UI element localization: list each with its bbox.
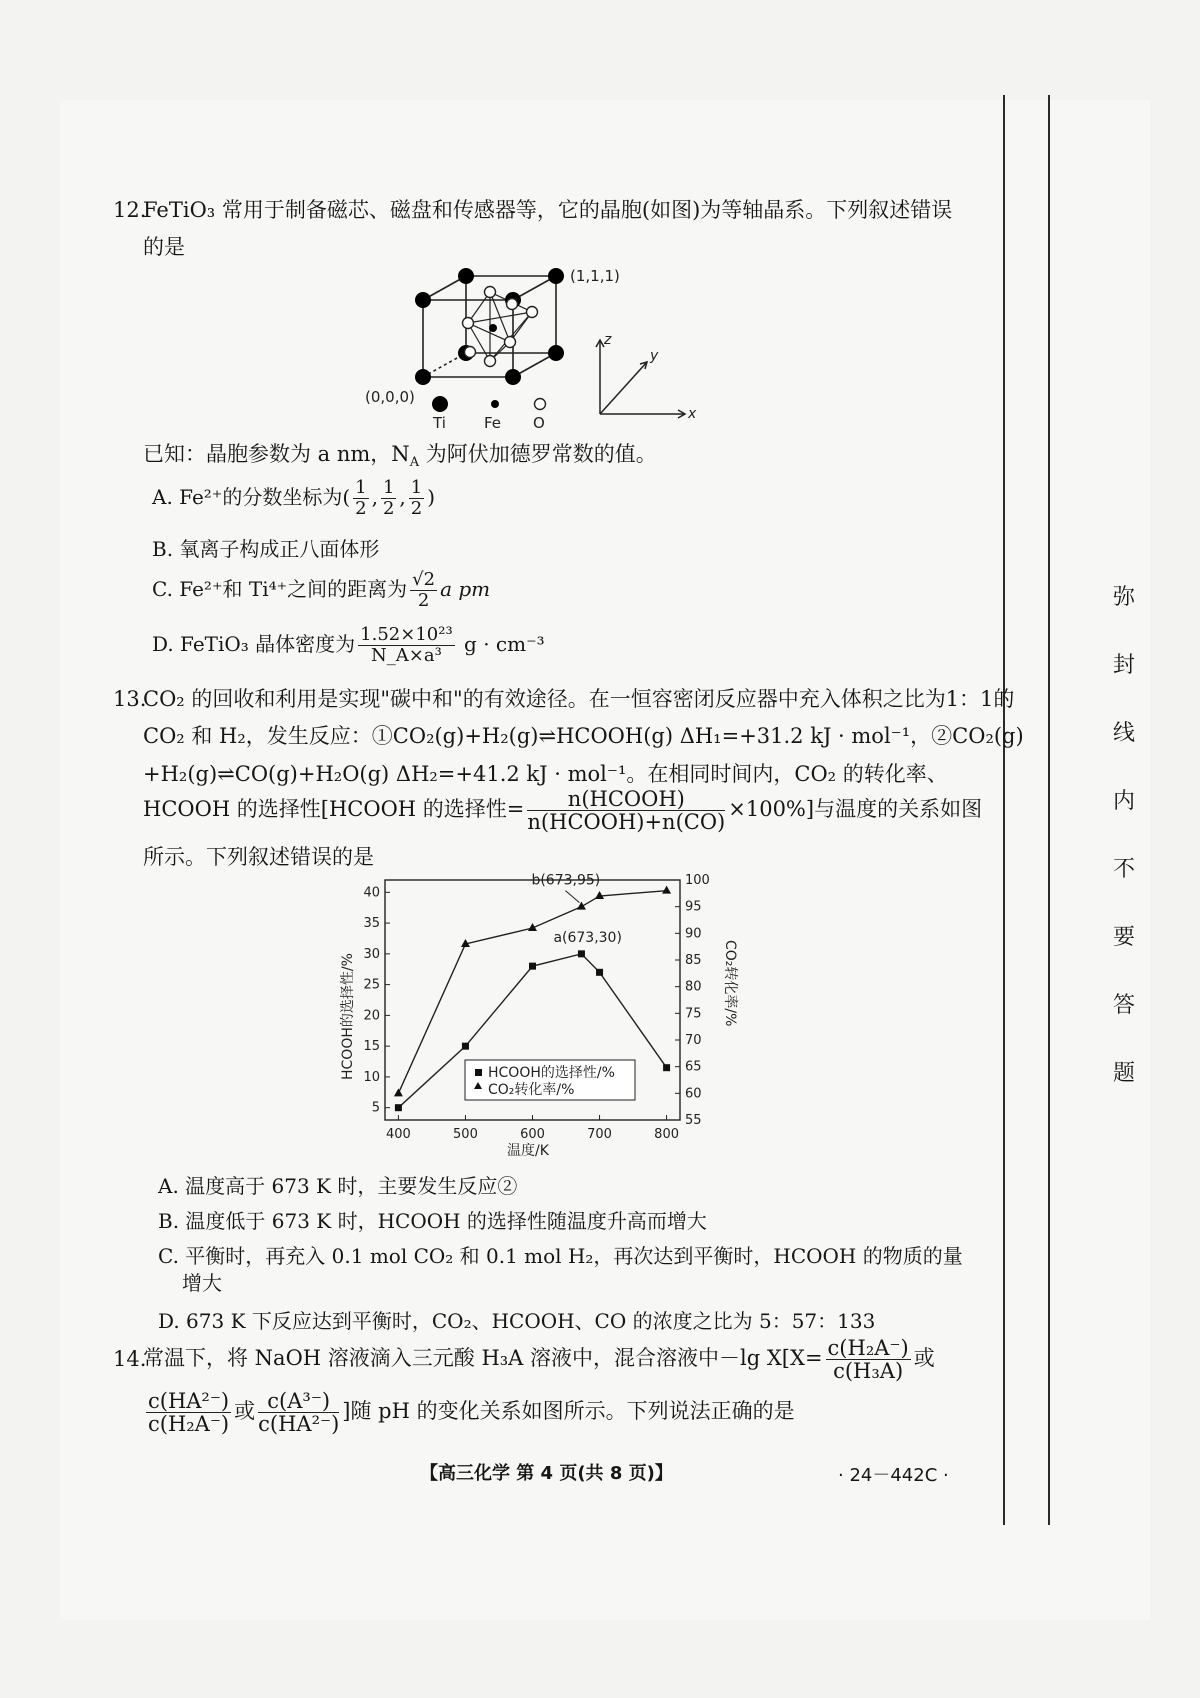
legend-hcooh-label: HCOOH的选择性/%	[488, 1065, 615, 1081]
oxygen-octahedron	[468, 292, 532, 361]
seal-char: 弥	[1113, 585, 1136, 610]
q13-option-c-line2: 增大	[182, 1271, 222, 1295]
y-right-tick-label: 100	[685, 873, 710, 888]
y-right-tick-label: 60	[685, 1086, 702, 1102]
q12-option-d: D. FeTiO₃ 晶体密度为 $\frac{\text{1.52×10²³}}{\text{N\_A×a³}}$ g · cm⁻³	[152, 624, 545, 666]
seal-char: 不	[1113, 857, 1136, 882]
data-point-triangle	[662, 886, 671, 894]
q12-number: 12.	[113, 198, 147, 222]
q12-stem-line1: FeTiO₃ 常用于制备磁芯、磁盘和传感器等，它的晶胞(如图)为等轴晶系。下列叙述错误	[143, 198, 953, 222]
legend-fe-label: Fe	[484, 414, 502, 432]
data-point-triangle	[595, 891, 604, 899]
y-right-tick-label: 65	[685, 1059, 702, 1075]
data-point-triangle	[394, 1088, 403, 1096]
q14-number: 14.	[113, 1347, 147, 1371]
y-right-tick-label: 70	[685, 1033, 702, 1048]
seal-char: 答	[1113, 993, 1136, 1018]
data-point-square	[529, 963, 536, 970]
axis-x-label: x	[688, 406, 697, 422]
y-right-tick-label: 80	[685, 979, 702, 995]
y-left-tick-label: 35	[363, 916, 380, 932]
q13-chart	[330, 870, 750, 1165]
o-atoms	[463, 287, 538, 367]
data-point-triangle	[577, 902, 586, 910]
y-right-tick-label: 75	[685, 1006, 702, 1022]
q12-option-c: C. Fe²⁺和 Ti⁴⁺之间的距离为 $\frac{√2}{2}$ a pm	[152, 569, 491, 611]
coordinate-axes	[596, 340, 685, 418]
seal-char: 题	[1113, 1061, 1136, 1086]
fe-atom	[489, 324, 497, 332]
y-right-tick-label: 55	[685, 1113, 702, 1128]
seal-char: 要	[1113, 925, 1136, 950]
legend-co2-label: CO₂转化率/%	[488, 1082, 575, 1098]
label-000: (0,0,0)	[365, 388, 415, 406]
y-left-tick-label: 10	[363, 1069, 380, 1085]
legend-ti-label: Ti	[433, 414, 446, 432]
legend-o-label: O	[533, 414, 545, 432]
y-right-tick-label: 90	[685, 926, 702, 942]
y-left-tick-label: 25	[363, 977, 380, 993]
x-tick-label: 600	[520, 1127, 545, 1142]
y-left-tick-label: 15	[363, 1039, 380, 1055]
q13-stem-line2: CO₂ 和 H₂，发生反应：①CO₂(g)+H₂(g)⇌HCOOH(g) ΔH₁=+31.2 kJ · mol⁻¹，②CO₂(g)	[143, 724, 1024, 748]
seal-char: 线	[1113, 721, 1136, 746]
label-111: (1,1,1)	[570, 267, 620, 285]
x-tick-label: 400	[385, 1127, 411, 1142]
q13-option-c-line1: C. 平衡时，再充入 0.1 mol CO₂ 和 0.1 mol H₂，再次达到平衡时，HCOOH 的物质的量	[158, 1244, 963, 1268]
q12-option-b: B. 氧离子构成正八面体形	[152, 537, 380, 561]
legend-fe-marker	[491, 400, 499, 408]
y-left-axis-title: HCOOH的选择性/%	[340, 953, 356, 1080]
y-right-axis-title: CO₂转化率/%	[722, 940, 738, 1027]
q13-stem-line1: CO₂ 的回收和利用是实现"碳中和"的有效途径。在一恒容密闭反应器中充入体积之比为1：1的	[143, 687, 1015, 711]
footer-code: · 24－442C ·	[838, 1465, 949, 1486]
annotation-a: a(673,30)	[553, 929, 622, 946]
axis-y-label: y	[650, 348, 659, 364]
footer-page-info: 【高三化学 第 4 页(共 8 页)】	[420, 1463, 673, 1484]
data-point-square	[596, 969, 603, 976]
x-tick-label: 800	[654, 1127, 680, 1142]
y-left-tick-label: 20	[363, 1008, 380, 1024]
margin-line-left	[1003, 95, 1005, 1525]
annotation-b: b(673,95)	[531, 872, 601, 889]
axis-z-label: z	[604, 332, 612, 348]
q13-option-a: A. 温度高于 673 K 时，主要发生反应②	[158, 1174, 518, 1198]
q14-stem-line1: 常温下，将 NaOH 溶液滴入三元酸 H₃A 溶液中，混合溶液中－lg X[X= $\frac{\text{c(H₂A⁻)}}{\text{c(H₃A)}}$ 或	[143, 1336, 935, 1383]
chart-ticks	[363, 873, 709, 1142]
q13-number: 13.	[113, 687, 147, 711]
margin-line-right	[1048, 95, 1050, 1525]
x-tick-label: 500	[453, 1127, 478, 1142]
q12-stem-line2: 的是	[143, 235, 185, 259]
q13-option-b: B. 温度低于 673 K 时，HCOOH 的选择性随温度升高而增大	[158, 1209, 707, 1233]
y-right-tick-label: 95	[685, 899, 702, 915]
q12-option-a: A. Fe²⁺的分数坐标为( $\frac{1}{2}$ , $\frac{1}{2}$ , $\frac{1}{2}$ )	[152, 477, 436, 519]
legend-ti-marker	[432, 396, 448, 412]
x-tick-label: 700	[587, 1127, 612, 1142]
y-left-tick-label: 40	[363, 885, 380, 901]
y-left-tick-label: 30	[363, 946, 380, 962]
q13-stem-line4: HCOOH 的选择性[HCOOH 的选择性= $\frac{\text{n(HCOOH)}}{\text{n(HCOOH)+n(CO)}}$ ×100%]与温度的关系如图	[143, 787, 983, 834]
q12-known: 已知：晶胞参数为 a nm，$N_A$ 为阿伏加德罗常数的值。	[143, 442, 657, 471]
annotation-b-arrow	[565, 891, 579, 903]
q14-stem-line2: $\frac{\text{c(HA²⁻)}}{\text{c(H₂A⁻)}}$ 或 $\frac{\text{c(A³⁻)}}{\text{c(HA²⁻)}}$ ]随 pH 的变化关系如图所示。下列说法正确的是	[148, 1389, 795, 1436]
legend-square-marker	[475, 1069, 482, 1076]
crystal-cell-figure	[360, 262, 710, 432]
data-point-square	[578, 950, 585, 957]
seal-char: 封	[1113, 653, 1136, 678]
q13-stem-line3: +H₂(g)⇌CO(g)+H₂O(g) ΔH₂=+41.2 kJ · mol⁻¹。在相同时间内，CO₂ 的转化率、	[143, 762, 948, 786]
legend-o-marker	[535, 399, 546, 410]
x-axis-title: 温度/K	[507, 1143, 549, 1159]
q13-option-d: D. 673 K 下反应达到平衡时，CO₂、HCOOH、CO 的浓度之比为 5：57：133	[158, 1309, 876, 1333]
seal-char: 内	[1113, 789, 1136, 814]
q13-stem-line5: 所示。下列叙述错误的是	[143, 845, 374, 869]
data-point-square	[663, 1064, 670, 1071]
y-right-tick-label: 85	[685, 953, 702, 968]
data-point-square	[462, 1043, 469, 1050]
data-point-square	[395, 1104, 402, 1111]
y-left-tick-label: 5	[371, 1100, 380, 1116]
